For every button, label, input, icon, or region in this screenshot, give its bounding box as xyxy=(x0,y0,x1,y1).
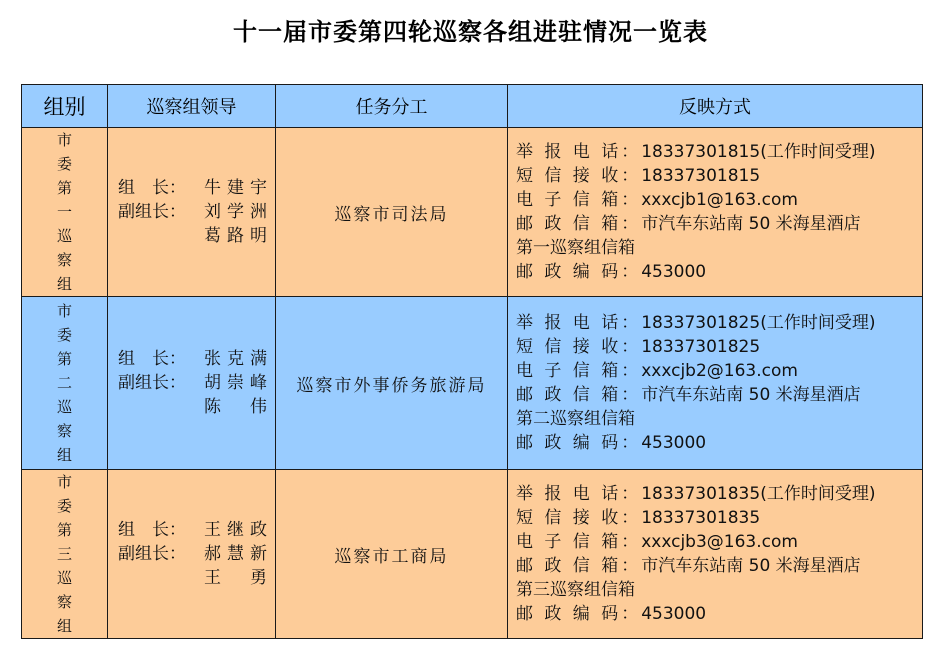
postcode-label: 邮 政 编 码： xyxy=(516,262,642,282)
group-name-char: 一 xyxy=(56,203,72,221)
group-name-char: 察 xyxy=(56,422,72,440)
postcode-value: 453000 xyxy=(641,433,707,453)
contact-cell xyxy=(508,128,923,297)
leader-label: 组 长： xyxy=(118,178,186,198)
phone-label: 举 报 电 话： xyxy=(516,313,642,333)
phone-value: 18337301835(工作时间受理) xyxy=(641,484,876,504)
group-name-char: 巡 xyxy=(56,569,72,587)
contact-cell xyxy=(508,297,923,470)
group-name xyxy=(22,299,107,467)
group-name-char: 察 xyxy=(56,251,72,269)
deputy-name: 陈 伟 xyxy=(204,397,273,417)
group-name-char: 市 xyxy=(56,302,72,320)
task-text: 巡察市司法局 xyxy=(334,204,449,225)
group-name-char: 二 xyxy=(56,374,72,392)
group-name-char: 第 xyxy=(56,521,72,539)
email-value: xxxcjb2@163.com xyxy=(641,361,798,381)
email-label: 电 子 信 箱： xyxy=(516,190,642,210)
group-name xyxy=(22,128,107,296)
task-cell xyxy=(276,297,508,470)
deputy-name: 王 勇 xyxy=(204,568,273,588)
email-value: xxxcjb3@163.com xyxy=(641,532,798,552)
task-cell xyxy=(276,128,508,297)
inspection-table xyxy=(21,84,923,639)
group-name-cell xyxy=(22,128,108,297)
email-label: 电 子 信 箱： xyxy=(516,532,642,552)
leader-label: 组 长： xyxy=(118,349,186,369)
email-label: 电 子 信 箱： xyxy=(516,361,642,381)
leader-label: 组 长： xyxy=(118,520,186,540)
group-name-char: 委 xyxy=(56,497,72,515)
mailbox-value: 市汽车东站南 50 米海星酒店 xyxy=(641,214,861,234)
deputy-label: 副组长： xyxy=(118,202,186,222)
deputy-label: 副组长： xyxy=(118,373,186,393)
mailbox-line2: 第三巡察组信箱 xyxy=(516,580,635,600)
mailbox-value: 市汽车东站南 50 米海星酒店 xyxy=(641,556,861,576)
mailbox-label: 邮 政 信 箱： xyxy=(516,214,642,234)
table-header-row xyxy=(22,85,923,128)
header-task: 任务分工 xyxy=(276,85,508,128)
leaders-cell xyxy=(108,297,276,470)
group-name-char: 巡 xyxy=(56,227,72,245)
leader-name: 张克满 xyxy=(204,349,273,369)
leader-name: 牛建宇 xyxy=(204,178,273,198)
postcode-value: 453000 xyxy=(641,604,707,624)
task-cell xyxy=(276,470,508,639)
deputy-name: 郝慧新 xyxy=(204,544,273,564)
deputy-name: 葛路明 xyxy=(204,226,273,246)
table-row xyxy=(22,470,923,639)
mailbox-line2: 第一巡察组信箱 xyxy=(516,238,635,258)
sms-value: 18337301815 xyxy=(641,166,761,186)
group-name-char: 第 xyxy=(56,350,72,368)
group-name-char: 委 xyxy=(56,155,72,173)
deputy-name: 胡崇峰 xyxy=(204,373,273,393)
postcode-label: 邮 政 编 码： xyxy=(516,433,642,453)
group-name-char: 第 xyxy=(56,179,72,197)
header-group: 组别 xyxy=(22,85,108,128)
group-name-char: 巡 xyxy=(56,398,72,416)
group-name-char: 三 xyxy=(56,545,72,563)
phone-value: 18337301825(工作时间受理) xyxy=(641,313,876,333)
leaders-cell xyxy=(108,470,276,639)
phone-label: 举 报 电 话： xyxy=(516,142,642,162)
mailbox-label: 邮 政 信 箱： xyxy=(516,385,642,405)
table-row xyxy=(22,297,923,470)
group-name-char: 市 xyxy=(56,131,72,149)
postcode-value: 453000 xyxy=(641,262,707,282)
group-name-char: 组 xyxy=(56,446,72,464)
group-name-cell xyxy=(22,297,108,470)
email-value: xxxcjb1@163.com xyxy=(641,190,798,210)
header-contact: 反映方式 xyxy=(508,85,923,128)
mailbox-value: 市汽车东站南 50 米海星酒店 xyxy=(641,385,861,405)
sms-label: 短 信 接 收： xyxy=(516,508,642,528)
leader-name: 王继政 xyxy=(204,520,273,540)
group-name-cell xyxy=(22,470,108,639)
sms-label: 短 信 接 收： xyxy=(516,337,642,357)
postcode-label: 邮 政 编 码： xyxy=(516,604,642,624)
deputy-label: 副组长： xyxy=(118,544,186,564)
contact-cell xyxy=(508,470,923,639)
table-row xyxy=(22,128,923,297)
group-name-char: 组 xyxy=(56,617,72,635)
group-name-char: 市 xyxy=(56,473,72,491)
phone-label: 举 报 电 话： xyxy=(516,484,642,504)
phone-value: 18337301815(工作时间受理) xyxy=(641,142,876,162)
group-name-char: 委 xyxy=(56,326,72,344)
group-name xyxy=(22,470,107,638)
deputy-name: 刘学洲 xyxy=(204,202,273,222)
mailbox-line2: 第二巡察组信箱 xyxy=(516,409,635,429)
sms-label: 短 信 接 收： xyxy=(516,166,642,186)
task-text: 巡察市工商局 xyxy=(334,546,449,567)
task-text: 巡察市外事侨务旅游局 xyxy=(296,375,487,396)
header-leaders: 巡察组领导 xyxy=(108,85,276,128)
page-title: 十一届市委第四轮巡察各组进驻情况一览表 xyxy=(233,17,708,46)
group-name-char: 察 xyxy=(56,593,72,611)
leaders-cell xyxy=(108,128,276,297)
group-name-char: 组 xyxy=(56,275,72,293)
sms-value: 18337301835 xyxy=(641,508,761,528)
mailbox-label: 邮 政 信 箱： xyxy=(516,556,642,576)
sms-value: 18337301825 xyxy=(641,337,761,357)
